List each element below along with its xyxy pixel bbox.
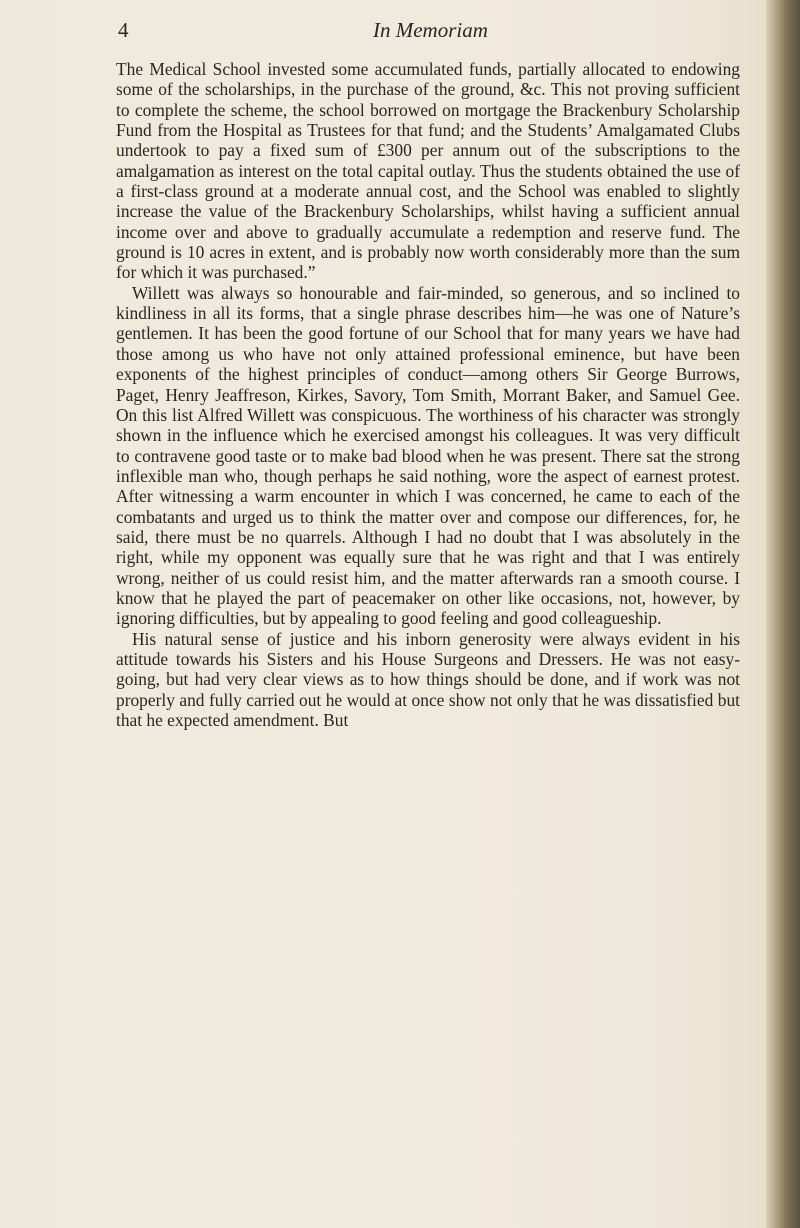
paragraph-1: The Medical School invested some accumulated funds, partially allocated to endowing some of the scholarships, in the purchase of the ground, &c. This not proving sufficient to complete the scheme, the school borrowed on mortgage the Brackenbury Scholarship Fund from the Hospital as Trustees for that fund; and the Students’ Amalgamated Clubs undertook to pay a fixed sum of £300 per annum out of the subscriptions to the amalgamation as interest on the total capital outlay. Thus the students obtained the use of a first-class ground at a moderate annual cost, and the School was enabled to slightly increase the value of the Brackenbury Scholarships, whilst having a sufficient annual income over and above to gradually accumulate a redemption and reserve fund. The ground is 10 acres in extent, and is probably now worth considerably more than the sum for which it was purchased.” <box>116 59 740 283</box>
paragraph-2: Willett was always so honourable and fair-minded, so generous, and so inclined to kindliness in all its forms, that a single phrase describes him—he was one of Nature’s gentlemen. It has been the good fortune of our School that for many years we have had those among us who have not only attained professional eminence, but have been exponents of the highest principles of conduct—among others Sir George Burrows, Paget, Henry Jeaffreson, Kirkes, Savory, Tom Smith, Morrant Baker, and Samuel Gee. On this list Alfred Willett was conspicuous. The worthiness of his character was strongly shown in the influence which he exercised amongst his colleagues. It was very difficult to contravene good taste or to make bad blood when he was present. There sat the strong inflexible man who, though perhaps he said nothing, wore the aspect of earnest protest. After witnessing a warm encounter in which I was concerned, he came to each of the combatants and urged us to think the matter over and compose our differences, for, he said, there must be no quarrels. Although I had no doubt that I was absolutely in the right, while my opponent was equally sure that he was right and that I was entirely wrong, neither of us could resist him, and the matter afterwards ran a smooth course. I know that he played the part of peacemaker on other like occasions, not, however, by ignoring difficulties, but by appealing to good feeling and good colleagueship. <box>116 282 740 629</box>
page-header <box>118 18 738 50</box>
paragraph-3: His natural sense of justice and his inborn generosity were always evident in his attitude towards his Sisters and his House Surgeons and Dressers. He was not easy-going, but had very clear views as to how things should be done, and if work was not properly and fully carried out he would at once show not only that he was dissatisfied but that he expected amendment. But <box>116 628 740 730</box>
page-number: 4 <box>118 18 129 42</box>
page-binding-edge <box>766 0 800 1228</box>
body-text <box>116 59 740 730</box>
running-title: In Memoriam <box>373 18 488 42</box>
